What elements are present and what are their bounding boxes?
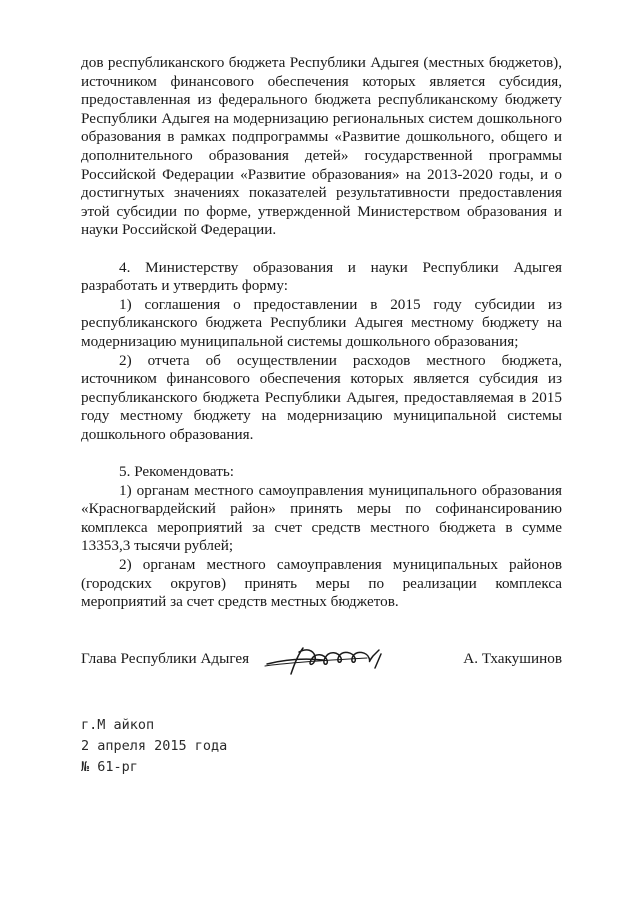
handwritten-signature (263, 638, 423, 678)
paragraph-item-4: 4. Министерству образования и науки Республики Адыгея разработать и утвердить форму: (81, 258, 562, 295)
paragraph-item-4-1: 1) соглашения о предоставлении в 2015 году субсидии из республиканского бюджета Республики Адыгея местному бюджету на модернизацию муниципальной системы дошкольного образования; (81, 295, 562, 350)
document-footer (81, 715, 227, 778)
signatory-title: Глава Республики Адыгея (81, 650, 250, 667)
footer-city: г.М айкоп (81, 717, 155, 733)
footer-number: № 61-рг (81, 759, 138, 775)
paragraph-item-5-1: 1) органам местного самоуправления муниципального образования «Красногвардейский район» принять меры по софинансированию комплекса мероприятий за счет средств местного бюджета в сумме 13353,3 тысячи рублей; (81, 481, 562, 555)
paragraph-item-5-2: 2) органам местного самоуправления муниципальных районов (городских округов) принять меры по реализации комплекса мероприятий за счет средств местных бюджетов. (81, 556, 562, 611)
paragraph-item-4-2: 2) отчета об осуществлении расходов местного бюджета, источником финансового обеспечения которых является субсидия из республиканского бюджета Республики Адыгея, предоставляемая в 2015 году местному бюджету на модернизацию муниципальной системы дошкольного образования. (81, 351, 562, 443)
signature-block (81, 648, 562, 678)
paragraph-item-5: 5. Рекомендовать: (119, 463, 234, 481)
footer-date: 2 апреля 2015 года (81, 738, 228, 754)
signatory-name: А. Тхакушинов (463, 650, 562, 667)
document-body (81, 54, 562, 612)
paragraph-continuation: дов республиканского бюджета Республики Адыгея (местных бюджетов), источником финансового обеспечения которых является субсидия, предоставленная из федерального бюджета республиканскому бюджету Республики Адыгея на модернизацию региональных систем дошкольного образования в рамках подпрограммы «Развитие дошкольного, общего и дополнительного образования детей» государственной программы Российской Федерации «Развитие образования» на 2013-2020 годы, и о достигнутых значениях показателей результативности предоставления этой субсидии по форме, утвержденной Министерством образования и науки Российской Федерации. (81, 54, 562, 239)
